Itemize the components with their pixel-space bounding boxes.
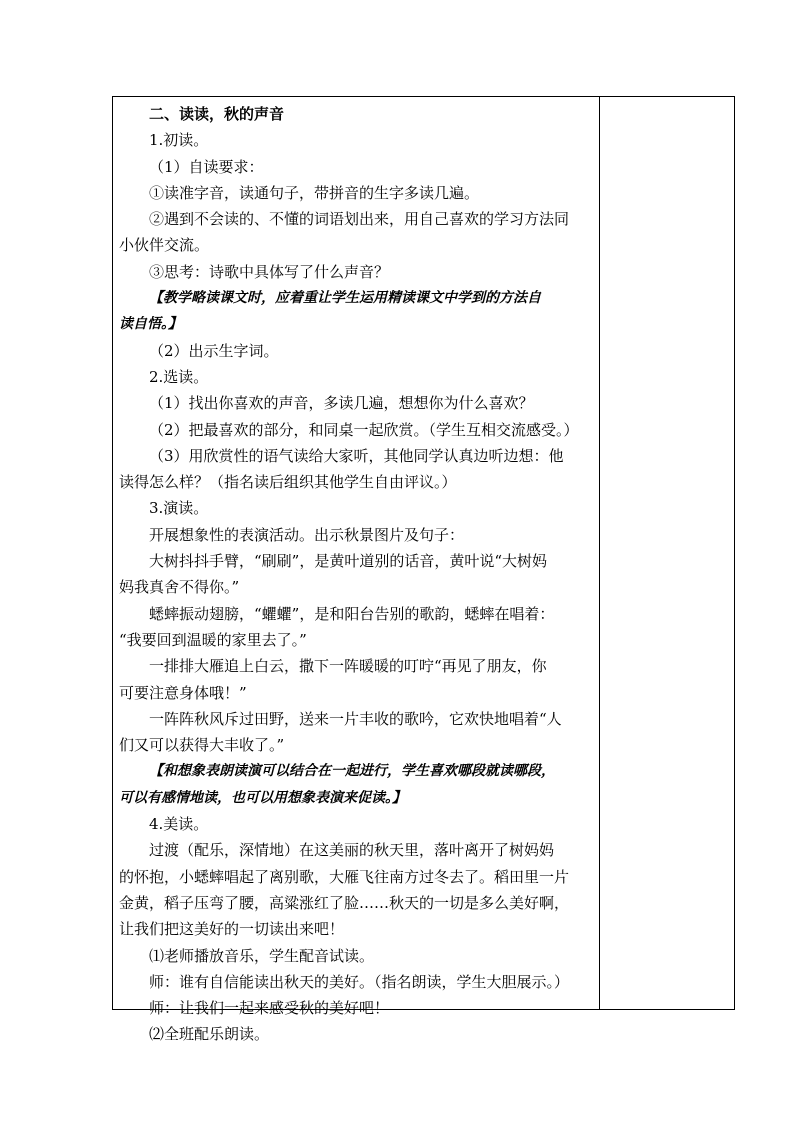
- notes-cell: [600, 97, 735, 1009]
- content-line: （1）找出你喜欢的声音，多读几遍，想想你为什么喜欢？: [149, 394, 534, 413]
- content-line: 妈我真舍不得你。”: [119, 578, 240, 597]
- content-line: ⑵全班配乐朗读。: [149, 1025, 270, 1044]
- content-line: （1）自读要求：: [149, 157, 264, 176]
- content-line: 4.美读。: [149, 815, 209, 834]
- lesson-plan-table: [112, 96, 735, 1044]
- content-line: ⑴老师播放音乐，学生配音试读。: [149, 946, 375, 965]
- content-line: （2）出示生字词。: [149, 341, 279, 360]
- lesson-content-cell: [113, 97, 599, 1044]
- content-line: 读得怎么样？（指名读后组织其他学生自由评议。）: [119, 473, 457, 492]
- content-line: 2.选读。: [149, 367, 209, 386]
- content-line: 一阵阵秋风斥过田野，送来一片丰收的歌吟，它欢快地唱着“人: [149, 709, 562, 728]
- content-line: 一排排大雁追上白云，撒下一阵暖暖的叮咛“再见了朋友，你: [149, 657, 547, 676]
- content-line: 3.演读。: [149, 499, 209, 518]
- content-line: （2）把最喜欢的部分，和同桌一起欣赏。（学生互相交流感受。）: [149, 420, 579, 439]
- content-line: 们又可以获得大丰收了。”: [119, 736, 285, 755]
- teaching-note-line: 【和想象表朗读演可以结合在一起进行，学生喜欢哪段就读哪段，: [149, 763, 555, 780]
- content-line: 让我们把这美好的一切读出来吧！: [119, 920, 345, 939]
- content-line: ③思考：诗歌中具体写了什么声音？: [149, 262, 390, 281]
- content-line: 师：让我们一起来感受秋的美好吧！: [149, 999, 390, 1018]
- content-line: 大树抖抖手臂，“刷刷”，是黄叶道别的话音，黄叶说“大树妈: [149, 552, 548, 571]
- content-line: 1.初读。: [149, 131, 209, 150]
- content-line: 师：谁有自信能读出秋天的美好。（指名朗读，学生大胆展示。）: [149, 972, 570, 991]
- content-line: 的怀抱，小蟋蟀唱起了离别歌，大雁飞往南方过冬去了。稻田里一片: [119, 867, 570, 886]
- content-line: 开展想象性的表演活动。出示秋景图片及句子：: [149, 525, 465, 544]
- teaching-note-line: 读自悟。】: [119, 316, 182, 333]
- content-line: “我要回到温暖的家里去了。”: [119, 630, 307, 649]
- teaching-note-line: 【教学略读课文时，应着重让学生运用精读课文中学到的方法自: [149, 290, 541, 307]
- content-line: ①读准字音，读通句子，带拼音的生字多读几遍。: [149, 183, 480, 202]
- section-heading: 二、读读，秋的声音: [149, 105, 285, 123]
- content-line: 蟋蟀振动翅膀，“蠷蠷”，是和阳台告别的歌韵，蟋蟀在唱着：: [149, 604, 555, 623]
- content-line: 可要注意身体哦！”: [119, 683, 247, 702]
- content-line: 过渡（配乐，深情地）在这美丽的秋天里，落叶离开了树妈妈: [149, 841, 555, 860]
- content-line: 金黄，稻子压弯了腰，高粱涨红了脸……秋天的一切是多么美好啊，: [119, 893, 570, 912]
- content-line: 小伙伴交流。: [119, 236, 210, 255]
- content-line: ②遇到不会读的、不懂的词语划出来，用自己喜欢的学习方法同: [149, 210, 570, 229]
- teaching-note-line: 可以有感情地读，也可以用想象表演来促读。】: [119, 789, 406, 806]
- content-line: （3）用欣赏性的语气读给大家听，其他同学认真边听边想：他: [149, 446, 564, 465]
